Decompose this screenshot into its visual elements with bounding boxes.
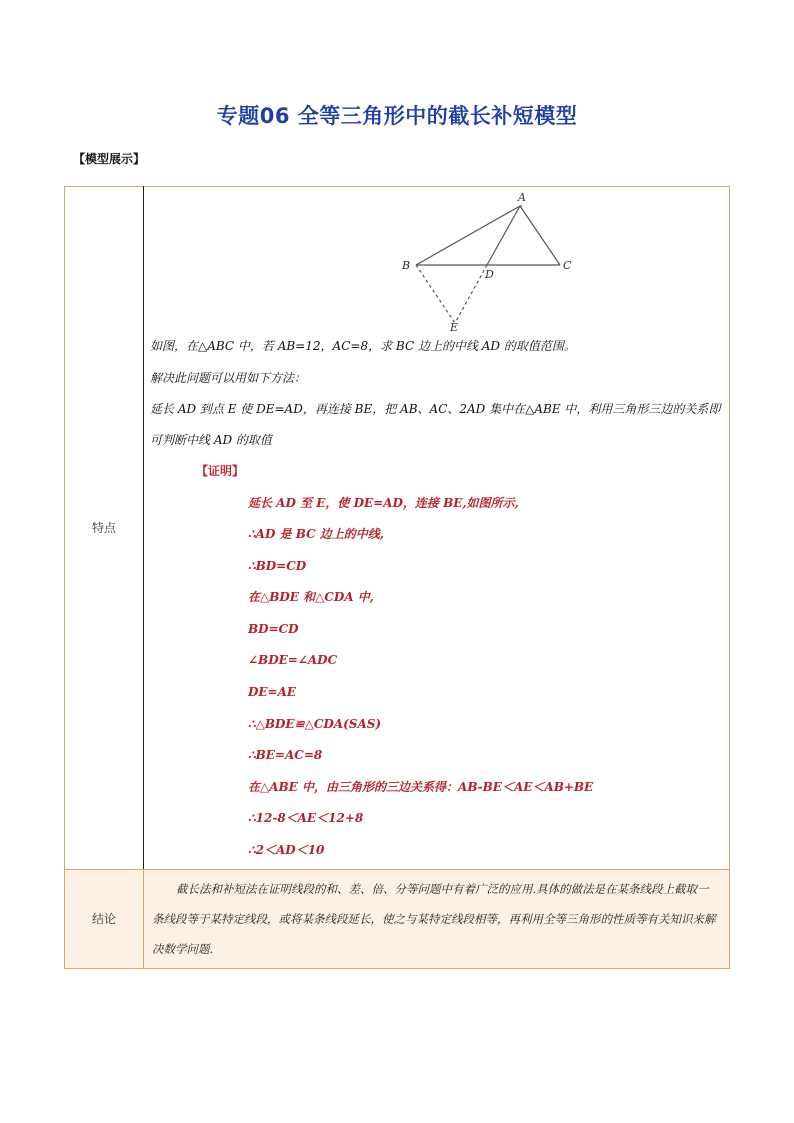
segment-de bbox=[455, 265, 487, 323]
triangle-figure bbox=[150, 187, 723, 331]
triangle-diagram bbox=[360, 191, 680, 331]
point-label-b: B bbox=[402, 259, 411, 272]
proof-line: ∴BE=AC=8 bbox=[248, 748, 323, 763]
page-title: 专题06 全等三角形中的截长补短模型 bbox=[216, 104, 578, 128]
method-description: 延长 AD 到点 E 使 DE=AD，再连接 BE，把 AB、AC、2AD 集中在△ABE 中，利用三角形三边的关系即可判断中线 AD 的取值 bbox=[150, 402, 721, 447]
segment-be bbox=[416, 265, 455, 323]
proof-line: BD=CD bbox=[248, 621, 299, 636]
proof-line: ∠BDE=∠ADC bbox=[248, 653, 338, 668]
point-label-c: C bbox=[563, 259, 572, 272]
proof-line: ∴△BDE≌△CDA(SAS) bbox=[248, 716, 382, 731]
table-row-features bbox=[65, 187, 730, 870]
segment-ba bbox=[416, 206, 520, 265]
conclusion-text: 截长法和补短法在证明线段的和、差、倍、分等问题中有着广泛的应用.具体的做法是在某条线段上截取一条线段等于某特定线段，或将某条线段延长，使之与某特定线段相等，再利用全等三角形的性质等有关知识来解决数学问题. bbox=[152, 881, 716, 956]
segment-ac bbox=[520, 206, 560, 265]
proof-block bbox=[150, 488, 723, 869]
proof-heading: 【证明】 bbox=[196, 464, 245, 478]
features-content bbox=[144, 187, 730, 870]
point-label-e: E bbox=[450, 321, 459, 331]
conclusion-label: 结论 bbox=[65, 869, 144, 968]
table-row-conclusion bbox=[65, 869, 730, 968]
proof-line: 在△BDE 和△CDA 中, bbox=[248, 590, 374, 605]
model-table bbox=[64, 186, 730, 969]
proof-line: ∴12-8＜AE＜12+8 bbox=[248, 811, 364, 826]
conclusion-content bbox=[144, 869, 730, 968]
proof-line: 延长 AD 至 E，使 DE=AD，连接 BE,如图所示, bbox=[248, 495, 519, 510]
features-label: 特点 bbox=[65, 187, 144, 870]
proof-line: ∴AD 是 BC 边上的中线, bbox=[248, 527, 384, 542]
point-label-d: D bbox=[485, 268, 494, 281]
proof-line: 在△ABE 中，由三角形的三边关系得：AB-BE＜AE＜AB+BE bbox=[248, 779, 594, 794]
proof-line: ∴2＜AD＜10 bbox=[248, 843, 325, 858]
method-intro: 解决此问题可以用如下方法： bbox=[150, 370, 307, 385]
proof-line: DE=AE bbox=[248, 685, 297, 700]
problem-statement: 如图，在△ABC 中，若 AB=12，AC=8，求 BC 边上的中线 AD 的取值范围。 bbox=[150, 339, 576, 353]
section-label: 【模型展示】 bbox=[73, 152, 146, 166]
proof-line: ∴BD=CD bbox=[248, 558, 307, 573]
point-label-a: A bbox=[518, 191, 526, 204]
